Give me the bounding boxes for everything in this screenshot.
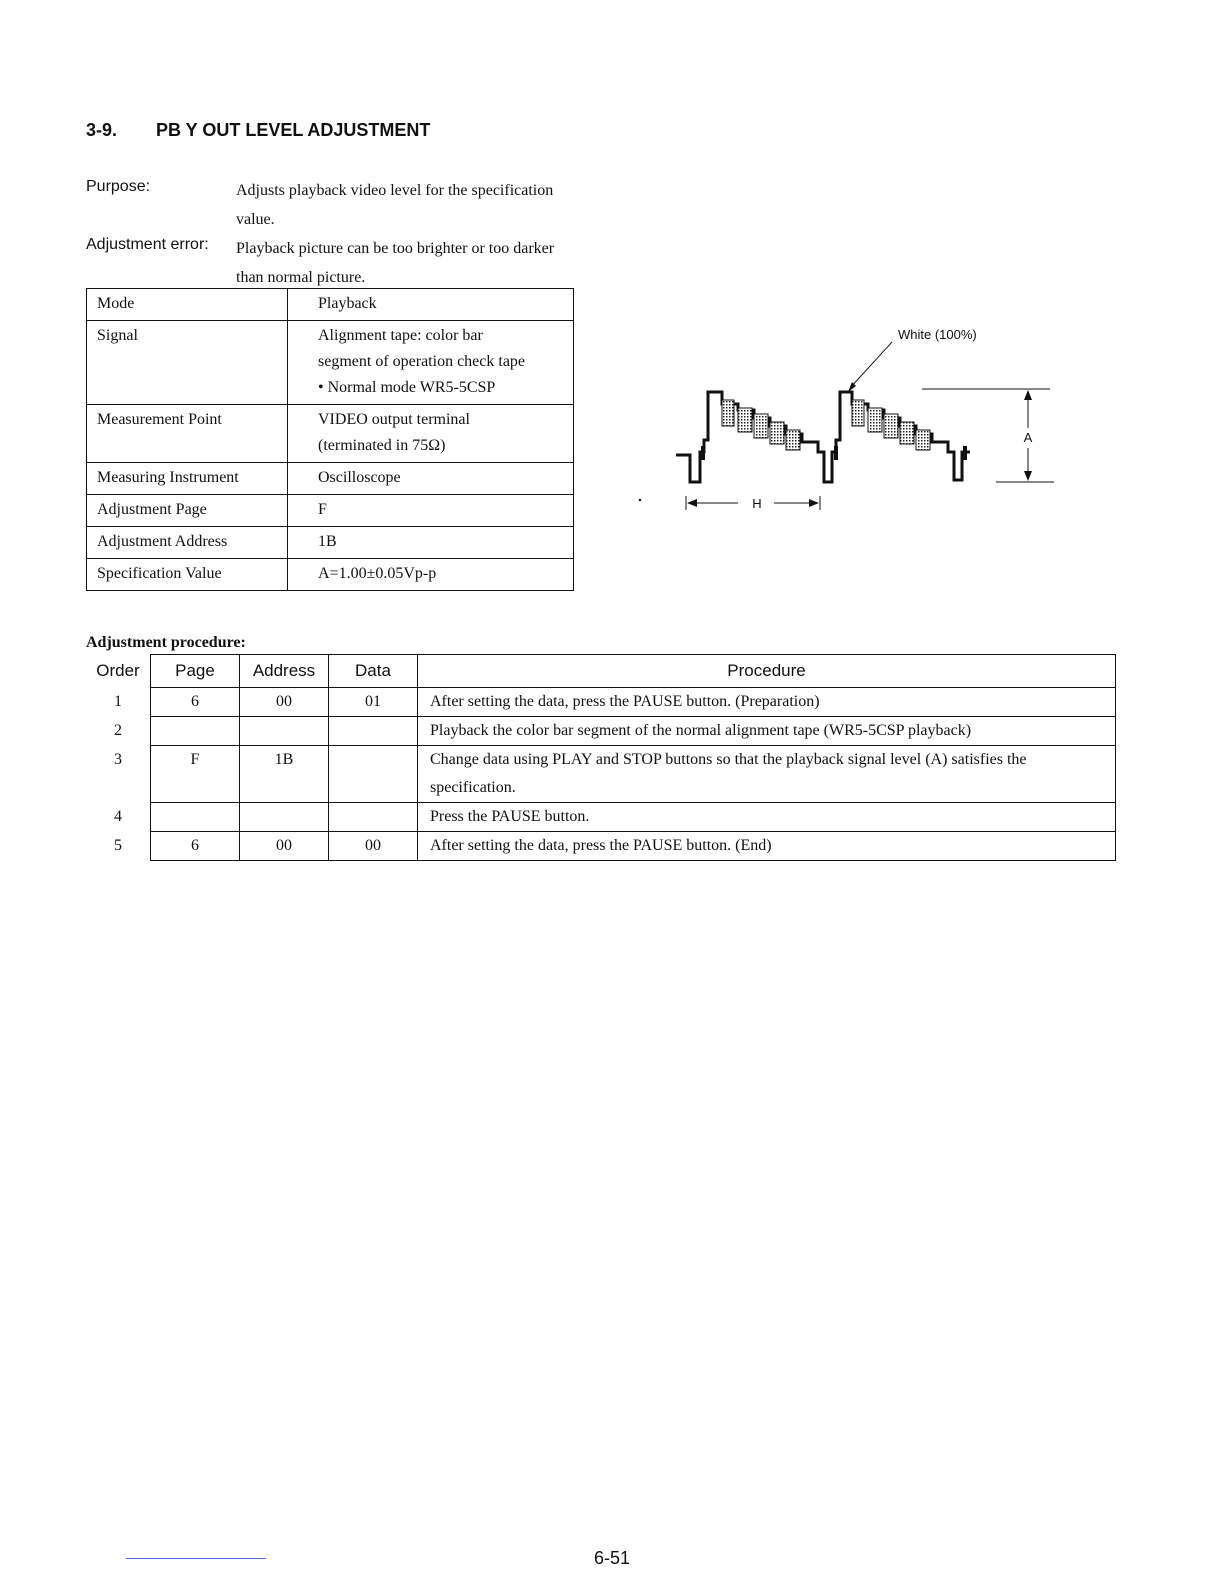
- procedure-text: Change data using PLAY and STOP buttons so that the playback signal level (A) satisfies the specification.: [418, 746, 1116, 803]
- procedure-data: [329, 717, 418, 746]
- procedure-data: [329, 803, 418, 832]
- spec-row: [87, 321, 574, 405]
- procedure-row: [86, 832, 1116, 861]
- procedure-order: 5: [114, 836, 122, 854]
- procedure-text: Playback the color bar segment of the normal alignment tape (WR5-5CSP playback): [418, 717, 1116, 746]
- spec-value-line: A=1.00±0.05Vp-p: [318, 565, 437, 582]
- procedure-page: 6: [151, 688, 240, 717]
- spec-value: [288, 463, 574, 495]
- spec-value-line: 1B: [318, 533, 337, 550]
- procedure-row: [86, 803, 1116, 832]
- procedure-order: 3: [114, 750, 122, 768]
- purpose-text: Adjusts playback video level for the specification value.: [236, 182, 554, 228]
- purpose-label: Purpose:: [86, 178, 151, 195]
- spec-label: Adjustment Address: [87, 527, 288, 559]
- header-data: Data: [329, 655, 418, 688]
- spec-value-line: (terminated in 75Ω): [318, 437, 446, 454]
- procedure-text: After setting the data, press the PAUSE button. (Preparation): [418, 688, 1116, 717]
- white-level-label: White (100%): [898, 327, 977, 342]
- procedure-address: 1B: [240, 746, 329, 803]
- spec-value-line: Alignment tape: color bar: [318, 327, 483, 344]
- spec-label: Mode: [87, 289, 288, 321]
- page-number: 6-51: [593, 1548, 631, 1568]
- procedure-address: [240, 803, 329, 832]
- spec-row: [87, 289, 574, 321]
- procedure-page: [151, 803, 240, 832]
- amplitude-a-label: A: [1023, 430, 1033, 445]
- procedure-order: 2: [114, 721, 122, 739]
- header-address: Address: [240, 655, 329, 688]
- section-heading: [86, 120, 430, 141]
- spec-label: Signal: [87, 321, 288, 405]
- spec-value: [288, 405, 574, 463]
- procedure-page: 6: [151, 832, 240, 861]
- spec-value: [288, 289, 574, 321]
- spec-label: Specification Value: [87, 559, 288, 591]
- spec-value-line: • Normal mode WR5-5CSP: [318, 379, 496, 396]
- procedure-data: [329, 746, 418, 803]
- procedure-data: 01: [329, 688, 418, 717]
- header-order: Order: [96, 661, 140, 680]
- spec-label: Measurement Point: [87, 405, 288, 463]
- procedure-order: 4: [114, 807, 122, 825]
- spec-value: [288, 527, 574, 559]
- spec-row: [87, 463, 574, 495]
- spec-value-line: Oscilloscope: [318, 469, 401, 486]
- procedure-order: 1: [114, 692, 122, 710]
- period-h-label: H: [752, 496, 762, 511]
- section-title: PB Y OUT LEVEL ADJUSTMENT: [156, 120, 431, 140]
- spec-label: Adjustment Page: [87, 495, 288, 527]
- procedure-table: [86, 654, 1116, 861]
- procedure-text: Press the PAUSE button.: [418, 803, 1116, 832]
- spec-value: [288, 559, 574, 591]
- spec-value-line: F: [318, 501, 327, 518]
- procedure-address: [240, 717, 329, 746]
- header-page: Page: [151, 655, 240, 688]
- procedure-page: [151, 717, 240, 746]
- spec-row: [87, 559, 574, 591]
- waveform-diagram: [630, 320, 1070, 520]
- procedure-text: After setting the data, press the PAUSE button. (End): [418, 832, 1116, 861]
- spec-table: [86, 288, 574, 591]
- adjustment-error-label: Adjustment error:: [86, 236, 209, 253]
- spec-value: [288, 495, 574, 527]
- adjustment-error-text: Playback picture can be too brighter or too darker than normal picture.: [236, 240, 555, 286]
- procedure-row: [86, 746, 1116, 803]
- spec-row: [87, 495, 574, 527]
- spec-value: [288, 321, 574, 405]
- spec-row: [87, 527, 574, 559]
- spec-value-line: segment of operation check tape: [318, 353, 526, 370]
- procedure-title: Adjustment procedure:: [86, 634, 246, 651]
- spec-value-line: VIDEO output terminal: [318, 411, 470, 428]
- procedure-address: 00: [240, 688, 329, 717]
- spec-label: Measuring Instrument: [87, 463, 288, 495]
- header-procedure: Procedure: [418, 655, 1116, 688]
- section-number: 3-9.: [86, 120, 118, 140]
- spec-row: [87, 405, 574, 463]
- procedure-data: 00: [329, 832, 418, 861]
- procedure-address: 00: [240, 832, 329, 861]
- spec-value-line: Playback: [318, 295, 377, 312]
- procedure-header-row: [86, 655, 1116, 688]
- procedure-row: [86, 717, 1116, 746]
- procedure-row: [86, 688, 1116, 717]
- procedure-page: F: [151, 746, 240, 803]
